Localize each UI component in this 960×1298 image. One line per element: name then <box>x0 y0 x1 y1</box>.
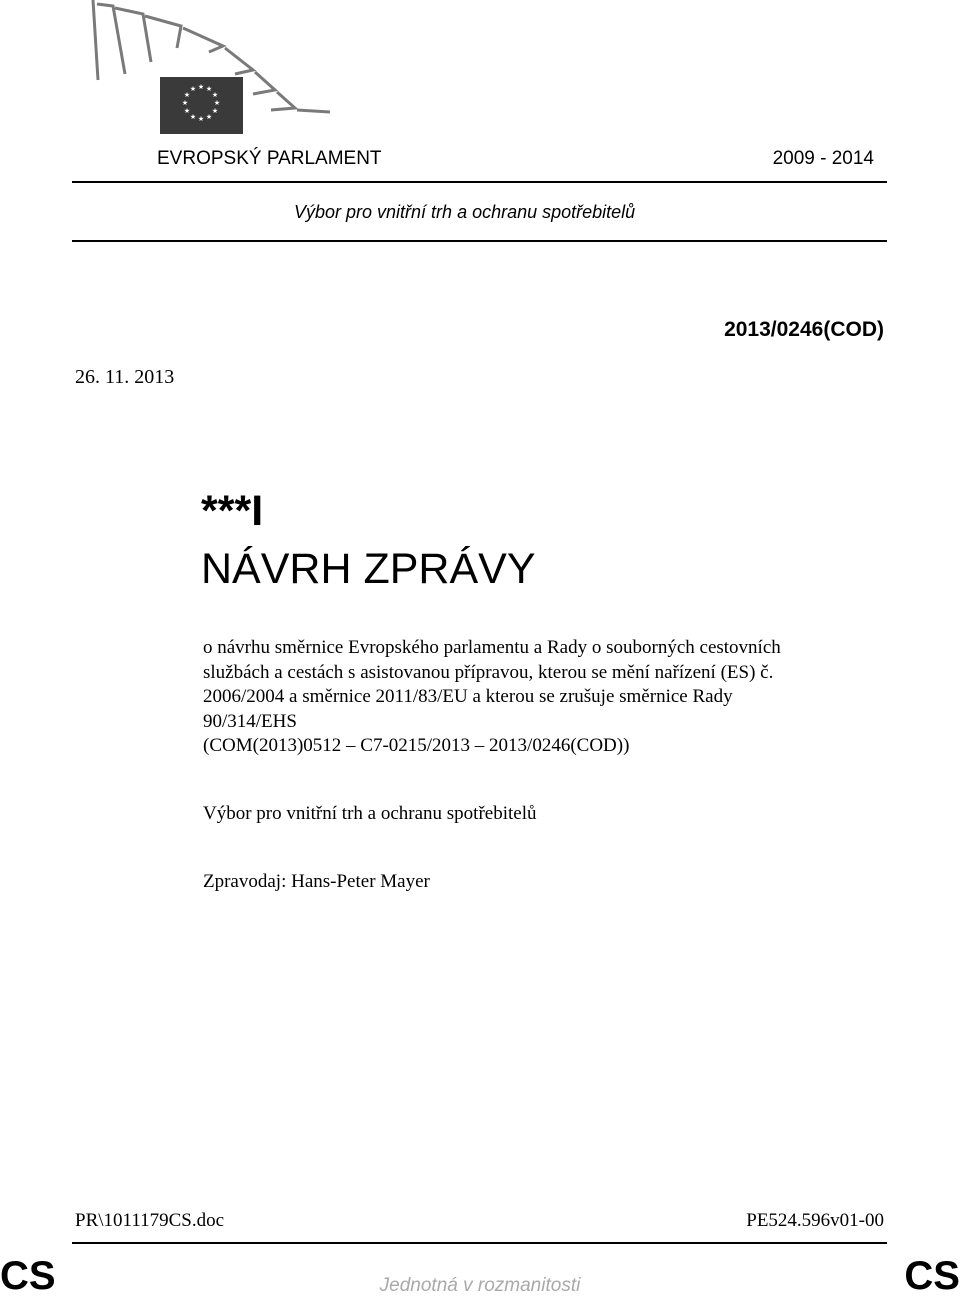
committee-divider <box>72 240 887 242</box>
svg-text:★: ★ <box>205 85 213 93</box>
document-title: NÁVRH ZPRÁVY <box>201 545 536 593</box>
svg-text:★: ★ <box>213 99 221 107</box>
footer-divider <box>72 1242 887 1244</box>
procedure-reference: 2013/0246(COD) <box>724 318 884 341</box>
subject-line: 2006/2004 a směrnice 2011/83/EU a kterou se zrušuje směrnice Rady <box>203 686 733 707</box>
svg-text:★: ★ <box>181 99 189 107</box>
svg-text:★: ★ <box>189 85 197 93</box>
committee-header: Výbor pro vnitřní trh a ochranu spotřebitelů <box>294 202 636 222</box>
svg-text:★: ★ <box>205 113 213 121</box>
procedure-stars: ***I <box>201 487 264 535</box>
report-date: 26. 11. 2013 <box>75 366 175 388</box>
committee-name: Výbor pro vnitřní trh a ochranu spotřebitelů <box>203 803 537 824</box>
document-file-name: PR\1011179CS.doc <box>75 1210 225 1231</box>
report-subject <box>203 636 923 759</box>
language-code-left: CS <box>0 1254 56 1298</box>
svg-text:★: ★ <box>197 115 205 123</box>
institution-name: EVROPSKÝ PARLAMENT <box>157 148 382 169</box>
subject-line: službách a cestách s asistovanou přípravou, kterou se mění nařízení (ES) č. <box>203 661 774 683</box>
header-divider <box>72 181 887 183</box>
rapporteur: Zpravodaj: Hans-Peter Mayer <box>203 871 430 892</box>
eu-flag-icon <box>160 77 243 134</box>
svg-text:★: ★ <box>211 107 219 115</box>
language-code-right: CS <box>904 1254 960 1298</box>
svg-text:★: ★ <box>211 91 219 99</box>
svg-text:★: ★ <box>183 91 191 99</box>
subject-line: (COM(2013)0512 – C7-0215/2013 – 2013/0246(COD)) <box>203 735 630 756</box>
subject-line: 90/314/EHS <box>203 710 297 732</box>
svg-text:★: ★ <box>183 107 191 115</box>
parliamentary-term: 2009 - 2014 <box>772 148 874 169</box>
eu-motto: Jednotná v rozmanitosti <box>379 1275 581 1296</box>
svg-text:★: ★ <box>197 83 205 91</box>
european-parliament-logo <box>85 0 335 136</box>
svg-text:★: ★ <box>189 113 197 121</box>
subject-line: o návrhu směrnice Evropského parlamentu a Rady o souborných cestovních <box>203 637 781 658</box>
pe-reference: PE524.596v01-00 <box>746 1210 884 1231</box>
